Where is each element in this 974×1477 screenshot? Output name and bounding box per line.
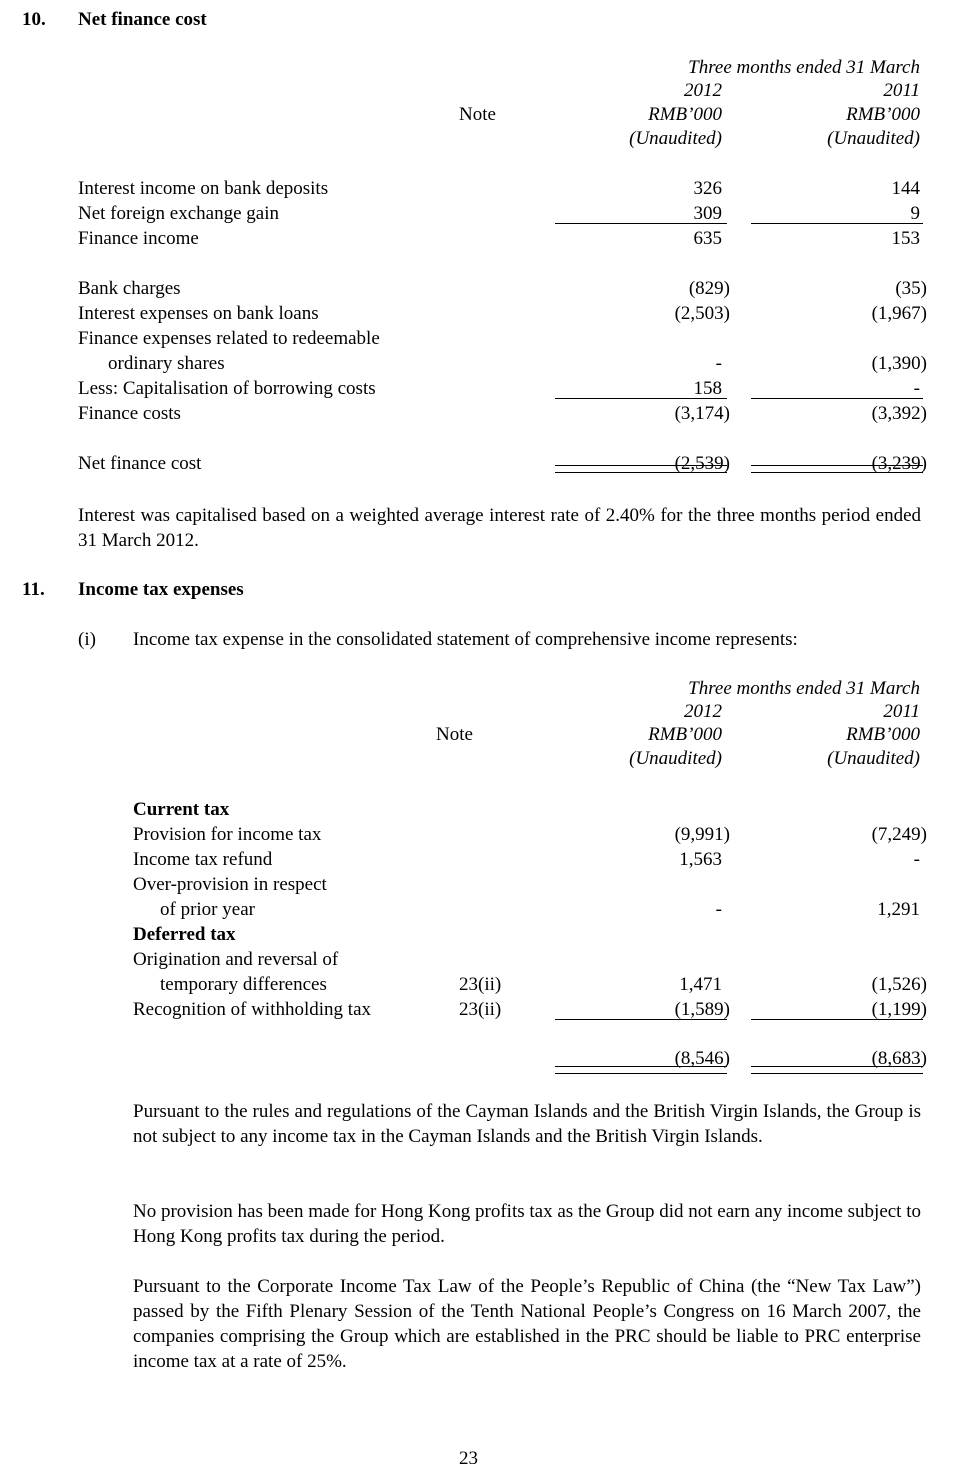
section-number: 10. [22,9,46,30]
total-2012: (2,539) [674,453,730,474]
subtotal-rule [751,398,923,399]
value-2012: 1,563 [679,849,722,870]
value-2011: 153 [891,228,920,249]
value-2011: (7,249) [871,824,927,845]
row-label: Finance income [78,228,199,249]
total-rule [751,1073,923,1074]
value-2011: - [913,849,920,870]
value-2011: 9 [910,203,920,224]
section-title: Net finance cost [78,9,207,30]
total-2011: (3,239) [871,453,927,474]
value-2011: (1,967) [871,303,927,324]
year-header: 2012 [684,80,722,101]
row-label: Less: Capitalisation of borrowing costs [78,378,376,399]
row-label: Bank charges [78,278,181,299]
value-2012: 158 [693,378,722,399]
note-header: Note [459,104,496,125]
row-label: Income tax refund [133,849,273,870]
value-2011: (3,392) [871,403,927,424]
audit-header: (Unaudited) [629,128,722,149]
value-2011: (35) [895,278,927,299]
note-ref: 23(ii) [459,999,502,1020]
year-header: 2011 [883,80,920,101]
subsection-marker: (i) [78,629,96,650]
value-2012: (9,991) [674,824,730,845]
total-rule [751,472,923,473]
section-title: Income tax expenses [78,579,244,600]
group-heading: Current tax [133,799,230,820]
period-header: Three months ended 31 March [688,678,920,699]
subtotal-rule [555,223,727,224]
subtotal-rule [555,398,727,399]
row-label: Interest income on bank deposits [78,178,329,199]
note-header: Note [436,724,473,745]
audit-header: (Unaudited) [629,748,722,769]
value-2012: - [715,899,722,920]
year-header: 2012 [684,701,722,722]
row-label: Net foreign exchange gain [78,203,279,224]
value-2011: 1,291 [877,899,920,920]
period-header: Three months ended 31 March [688,57,920,78]
total-2012: (8,546) [674,1048,730,1069]
value-2012: 1,471 [679,974,722,995]
row-label: Provision for income tax [133,824,322,845]
group-heading: Deferred tax [133,924,236,945]
row-label: Origination and reversal of [133,949,339,970]
row-label: Finance expenses related to redeemable [78,328,380,349]
paragraph: No provision has been made for Hong Kong profits tax as the Group did not earn any income subject to Hong Kong profits tax during the period. [133,1201,921,1247]
row-label: Net finance cost [78,453,202,474]
value-2012: 326 [693,178,722,199]
value-2011: 144 [891,178,920,199]
row-label: Finance costs [78,403,181,424]
subsection-title: Income tax expense in the consolidated statement of comprehensive income represents: [133,629,798,650]
value-2012: (2,503) [674,303,730,324]
unit-header: RMB’000 [846,104,920,125]
value-2012: 635 [693,228,722,249]
unit-header: RMB’000 [648,724,722,745]
row-label: ordinary shares [108,353,225,374]
total-rule [555,472,727,473]
note-ref: 23(ii) [459,974,502,995]
value-2011: (1,199) [871,999,927,1020]
value-2012: (1,589) [674,999,730,1020]
value-2012: (829) [688,278,730,299]
page-number: 23 [459,1448,478,1469]
value-2011: (1,390) [871,353,927,374]
row-label: Interest expenses on bank loans [78,303,319,324]
audit-header: (Unaudited) [827,748,920,769]
year-header: 2011 [883,701,920,722]
row-label: temporary differences [160,974,327,995]
paragraph: Pursuant to the rules and regulations of the Cayman Islands and the British Virgin Islands, the Group is not subject to any income tax in the Cayman Islands and the British Virgin Islands. [133,1101,921,1147]
value-2012: (3,174) [674,403,730,424]
value-2011: (1,526) [871,974,927,995]
value-2012: - [715,353,722,374]
value-2012: 309 [693,203,722,224]
row-label: of prior year [160,899,255,920]
note-paragraph: Interest was capitalised based on a weighted average interest rate of 2.40% for the three months period ended 31 March 2012. [78,505,921,551]
row-label: Over-provision in respect [133,874,327,895]
unit-header: RMB’000 [648,104,722,125]
value-2011: - [913,378,920,399]
paragraph: Pursuant to the Corporate Income Tax Law of the People’s Republic of China (the “New Tax Law”) passed by the Fifth Plenary Session of the Tenth National People’s Congress on 16 March 2007, the companies comprising the Group which are established in the PRC should be liable to PRC enterprise income tax at a rate of 25%. [133,1276,921,1372]
total-rule [555,1073,727,1074]
unit-header: RMB’000 [846,724,920,745]
subtotal-rule [751,223,923,224]
section-number: 11. [22,579,45,600]
audit-header: (Unaudited) [827,128,920,149]
total-2011: (8,683) [871,1048,927,1069]
row-label: Recognition of withholding tax [133,999,372,1020]
